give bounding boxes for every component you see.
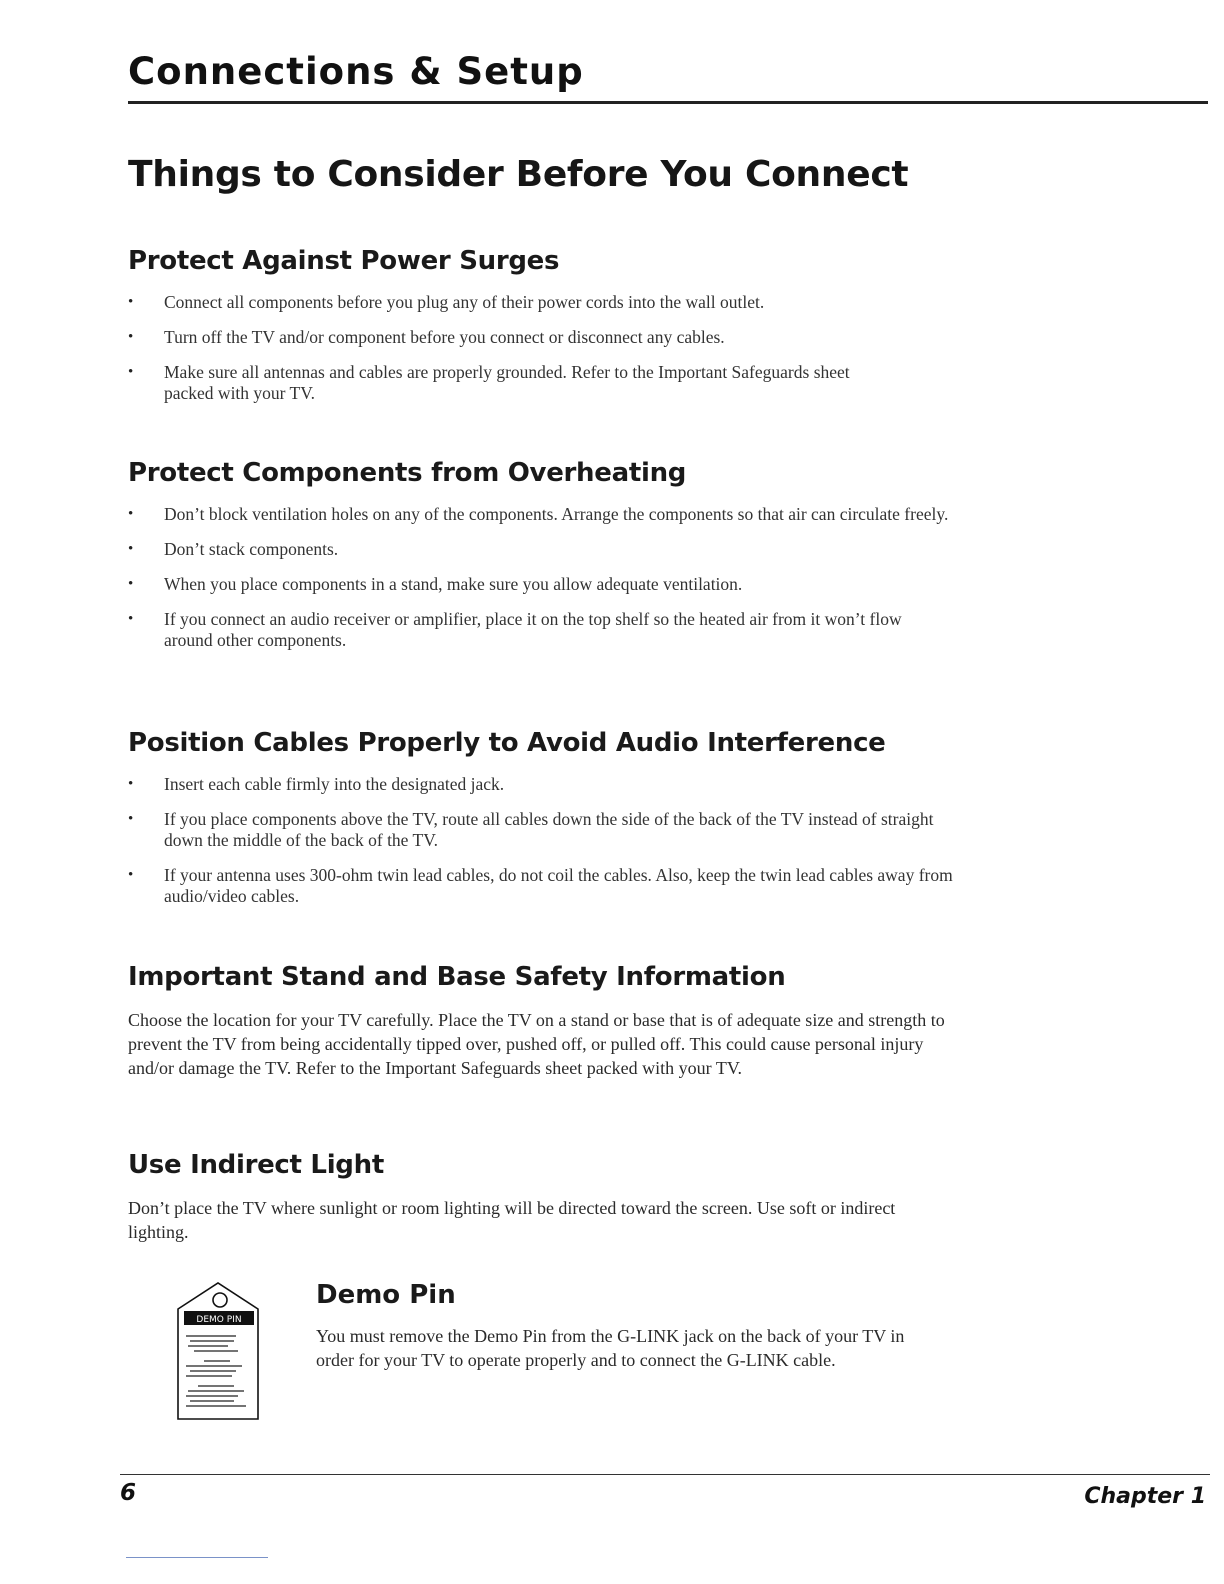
list-item [128,774,968,795]
list-item [128,292,968,313]
section-body: Choose the location for your TV carefully. Place the TV on a stand or base that is of adequate size and strength to prevent the TV from being accidentally tipped over, pushed off, or pulled off. This could cause personal injury and/or damage the TV. Refer to the Important Safeguards sheet packed with your TV. [128,1010,945,1078]
demo-pin-tag-icon [176,1281,260,1421]
list-item [128,539,968,560]
list-item [128,327,968,348]
list-item [128,362,884,404]
section-cable-position [128,728,968,921]
section-header-title: Connections & Setup [128,50,584,93]
bullet-icon: • [128,811,134,827]
demo-pin-section [316,1280,936,1372]
bullet-icon: • [128,611,134,627]
list-item-text: Turn off the TV and/or component before you connect or disconnect any cables. [164,327,725,347]
list-item [128,809,964,851]
section-power-surges [128,246,968,418]
list-item-text: If you connect an audio receiver or amplifier, place it on the top shelf so the heated air from it won’t flow around other components. [164,609,902,650]
list-item [128,609,944,651]
list-item-text: Don’t block ventilation holes on any of the components. Arrange the components so that air can circulate freely. [164,504,949,524]
scan-artifact-line [126,1557,268,1558]
bullet-list [128,774,968,907]
list-item [128,574,968,595]
section-stand-safety [128,962,968,1080]
bullet-icon: • [128,294,134,310]
list-item-text: When you place components in a stand, make sure you allow adequate ventilation. [164,574,743,594]
list-item-text: Insert each cable firmly into the designated jack. [164,774,505,794]
list-item [128,865,964,907]
bullet-icon: • [128,576,134,592]
section-indirect-light [128,1150,968,1244]
bullet-icon: • [128,541,134,557]
list-item-text: Don’t stack components. [164,539,339,559]
list-item-text: If your antenna uses 300-ohm twin lead cables, do not coil the cables. Also, keep the twin lead cables away from audio/video cables. [164,865,953,906]
footer-divider [120,1474,1210,1475]
bullet-icon: • [128,867,134,883]
section-heading: Important Stand and Base Safety Information [128,962,786,992]
section-heading: Protect Components from Overheating [128,458,687,488]
list-item-text: Connect all components before you plug any of their power cords into the wall outlet. [164,292,765,312]
list-item-text: If you place components above the TV, route all cables down the side of the back of the TV instead of straight down the middle of the back of the TV. [164,809,934,850]
chapter-label: Chapter 1 [1084,1484,1206,1509]
bullet-icon: • [128,776,134,792]
section-heading: Demo Pin [316,1280,456,1310]
bullet-icon: • [128,506,134,522]
demo-pin-tag-label: DEMO PIN [196,1315,242,1325]
list-item-text: Make sure all antennas and cables are properly grounded. Refer to the Important Safeguards sheet packed with your TV. [164,362,850,403]
header-divider [128,101,1208,104]
page-title: Things to Consider Before You Connect [128,154,909,195]
bullet-list [128,504,968,651]
bullet-icon: • [128,329,134,345]
bullet-list [128,292,968,404]
section-overheating [128,458,968,665]
section-heading: Use Indirect Light [128,1150,384,1180]
page-number: 6 [120,1480,137,1506]
section-body: You must remove the Demo Pin from the G-LINK jack on the back of your TV in order for your TV to operate properly and to connect the G-LINK cable. [316,1326,905,1370]
section-body: Don’t place the TV where sunlight or room lighting will be directed toward the screen. Use soft or indirect lighting. [128,1198,896,1242]
section-heading: Position Cables Properly to Avoid Audio Interference [128,728,886,758]
bullet-icon: • [128,364,134,380]
list-item [128,504,954,525]
section-heading: Protect Against Power Surges [128,246,560,276]
